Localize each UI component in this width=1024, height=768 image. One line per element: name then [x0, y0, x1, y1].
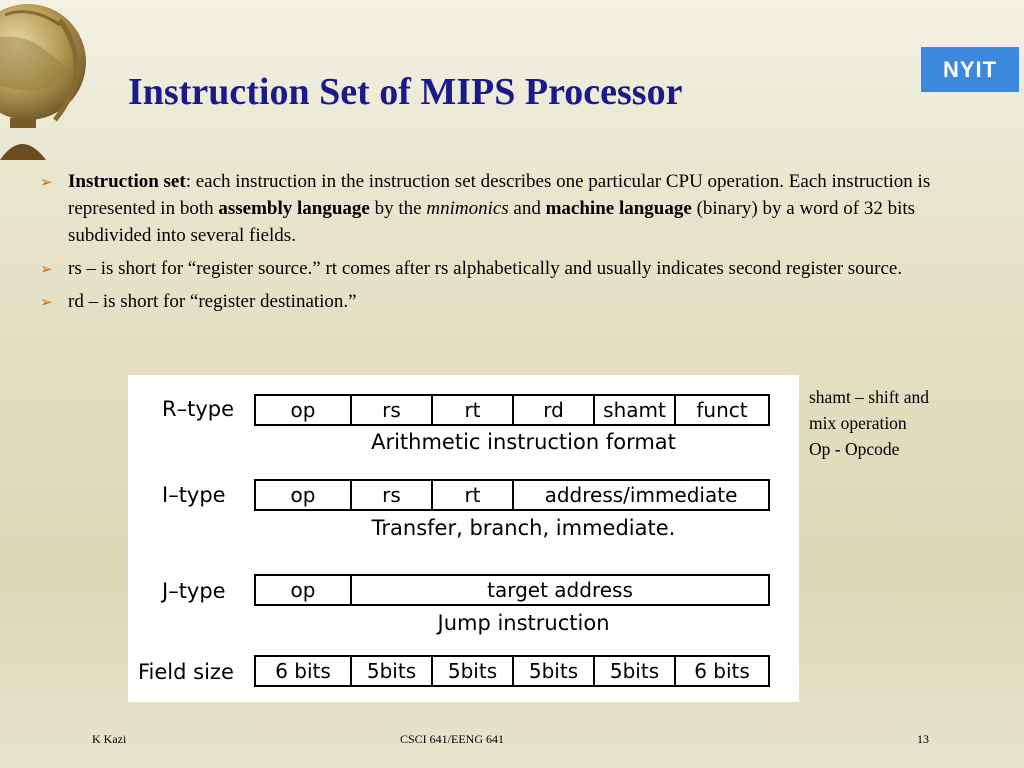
field-op: op [256, 576, 352, 604]
bullet-text: (binary) by a word of 32 bits subdivided into several fields. [68, 198, 916, 246]
bullet-item-rd [40, 288, 988, 315]
field-rt: rt [433, 481, 514, 509]
j-type-fields [254, 574, 770, 606]
field-op: op [256, 481, 352, 509]
arrow-bullet-icon: ➢ [40, 173, 53, 191]
j-type-label: J–type [162, 579, 226, 603]
bullet-item-instruction-set [40, 168, 988, 249]
field-rs: rs [352, 396, 433, 424]
r-type-label: R–type [162, 397, 235, 421]
field-target-address: target address [487, 578, 633, 602]
size-op: 6 bits [256, 657, 352, 685]
term-instruction-set: Instruction set [68, 171, 186, 192]
side-note [809, 384, 1009, 462]
bullet-text: by the [369, 198, 427, 219]
arrow-bullet-icon: ➢ [40, 260, 53, 278]
field-rt: rt [433, 396, 514, 424]
bullet-text: rd – is short for “register destination.” [68, 291, 357, 312]
footer-author: K Kazi [92, 732, 127, 746]
note-line: Op - Opcode [809, 439, 900, 459]
footer-course: CSCI 641/EENG 641 [400, 732, 505, 746]
field-size-fields [254, 655, 770, 687]
slide-title: Instruction Set of MIPS Processor [128, 71, 683, 113]
size-rd: 5bits [514, 657, 595, 685]
bullet-text: and [508, 198, 546, 219]
globe-icon [0, 0, 90, 165]
field-funct: funct [696, 398, 748, 422]
field-rd: rd [514, 396, 595, 424]
term-machine-language: machine language [545, 198, 692, 219]
term-assembly-language: assembly language [218, 198, 370, 219]
size-rs: 5bits [352, 657, 433, 685]
arrow-bullet-icon: ➢ [40, 293, 53, 311]
r-type-fields [254, 394, 770, 426]
bullet-item-rs [40, 255, 988, 282]
field-address-immediate: address/immediate [544, 483, 738, 507]
field-size-label: Field size [138, 660, 234, 684]
footer-page-number: 13 [917, 732, 929, 746]
j-type-caption: Jump instruction [437, 611, 610, 635]
bullet-list [40, 168, 988, 321]
term-mnimonics: mnimonics [426, 198, 509, 219]
nyit-logo: NYIT [919, 45, 1021, 94]
field-rs: rs [352, 481, 433, 509]
size-rt: 5bits [433, 657, 514, 685]
size-shamt: 5bits [595, 657, 676, 685]
bullet-text: : each instruction in the instruction set describes one particular CPU operation. Each instruction is represented in both [68, 171, 931, 219]
i-type-label: I–type [162, 483, 226, 507]
size-funct: 6 bits [694, 659, 750, 683]
note-line: mix operation [809, 413, 907, 433]
note-line: shamt – shift and [809, 387, 930, 407]
field-shamt: shamt [595, 396, 676, 424]
field-op: op [256, 396, 352, 424]
instruction-format-figure [128, 375, 799, 702]
r-type-caption: Arithmetic instruction format [371, 430, 676, 454]
i-type-caption: Transfer, branch, immediate. [371, 516, 676, 540]
bullet-text: rs – is short for “register source.” rt comes after rs alphabetically and usually indicates second register source. [68, 258, 903, 279]
i-type-fields [254, 479, 770, 511]
